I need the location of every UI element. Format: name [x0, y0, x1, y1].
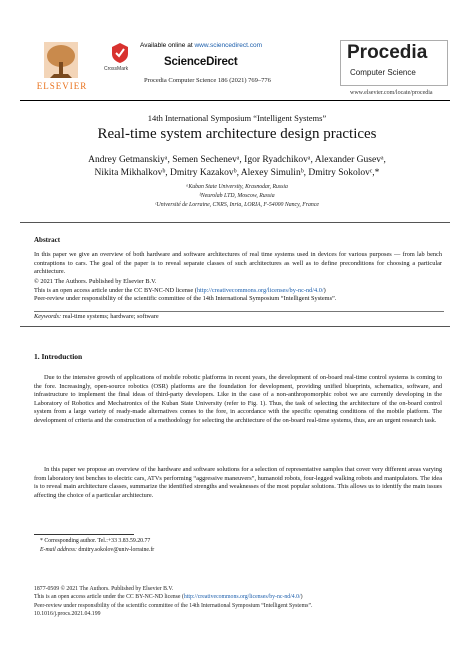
abstract-text: In this paper we give an overview of both hardware and software architectures of real time systems used in devices for various purposes — from lab bench contraptions to cars. The goal of the paper is to reveal separate classes of such architectures as well as to define preconditions for choosing a particular architecture. — [34, 251, 442, 276]
journal-subtitle: Computer Science — [350, 68, 416, 77]
issn-line: 1877-0509 © 2021 The Authors. Published by Elsevier B.V. — [34, 586, 174, 592]
keywords-divider-top — [34, 311, 444, 312]
email-address[interactable]: dmitry.sokolov@univ-lorraine.fr — [76, 547, 155, 553]
crossmark-label: CrossMark — [104, 66, 129, 72]
footer-license-link[interactable]: http://creativecommons.org/licenses/by-nc-nd/4.0/ — [183, 594, 301, 601]
affiliation-a: ᵃKuban State University, Krasnodar, Russia — [186, 184, 288, 190]
keywords-list: real-time systems; hardware; software — [61, 313, 159, 320]
footnote-divider — [34, 534, 134, 535]
article-footer — [34, 585, 444, 618]
footer-license-line — [34, 593, 444, 601]
journal-title: Procedia — [347, 42, 428, 63]
keywords — [34, 313, 159, 320]
license-suffix: ) — [323, 286, 326, 294]
email-label: E-mail address: — [40, 547, 77, 553]
available-online-text — [140, 42, 262, 49]
introduction-paragraph-2: In this paper we propose an overview of the hardware and software solutions for a selection of representative samples that cover very different areas varying from laboratory test benches to electric cars, ATVs performing “aggressive maneuvers”, humanoid robots, four-legged walking robots and manipulators. The idea is to reveal main architecture classes, summarize the identified strengths and weaknesses of the most popular solutions. This allows us to identify the main issues affecting the choice of a particular architecture. — [34, 466, 442, 499]
authors-line-2: Nikita Mikhalkovᵇ, Dmitry Kazakovᵇ, Alexey Simulinᵇ, Dmitry Sokolovᶜ,* — [94, 168, 380, 178]
license-prefix: This is an open access article under the CC BY-NC-ND license ( — [34, 286, 197, 294]
header-divider — [20, 100, 450, 101]
symposium-name: 14th International Symposium “Intelligent Systems” — [147, 113, 327, 123]
crossmark-icon[interactable] — [110, 42, 130, 64]
footer-license-suffix: ) — [300, 594, 303, 601]
keywords-label: Keywords: — [34, 313, 62, 320]
copyright-block — [34, 278, 444, 304]
journal-reference: Procedia Computer Science 186 (2021) 769–776 — [144, 77, 271, 84]
sciencedirect-link[interactable]: www.sciencedirect.com — [194, 42, 263, 49]
available-online-prefix: Available online at — [140, 42, 195, 49]
paper-title: Real-time system architecture design practices — [97, 126, 377, 142]
doi[interactable]: 10.1016/j.procs.2021.04.199 — [34, 610, 101, 617]
elsevier-tree-icon — [44, 42, 78, 78]
elsevier-wordmark: ELSEVIER — [36, 81, 88, 91]
section-heading-introduction: 1. Introduction — [34, 352, 83, 361]
authors-line-1: Andrey Getmanskiyᵃ, Semen Sechenevᵃ, Igor Ryadchikovᵃ, Alexander Gusevᵃ, — [88, 155, 386, 165]
license-link[interactable]: http://creativecommons.org/licenses/by-nc-nd/4.0/ — [196, 286, 324, 294]
copyright-line: © 2021 The Authors. Published by Elsevier B.V. — [34, 278, 157, 285]
footer-license-prefix: This is an open access article under the CC BY-NC-ND license ( — [34, 594, 184, 601]
corresponding-author-note: * Corresponding author. Tel.:+33 3.83.59.20.77 — [40, 538, 151, 544]
affiliation-divider — [20, 222, 450, 223]
peer-review-line: Peer-review under responsibility of the scientific committee of the 14th International Symposium “Intelligent Systems”. — [34, 295, 337, 303]
sciencedirect-wordmark: ScienceDirect — [164, 56, 238, 68]
elsevier-logo — [20, 40, 106, 92]
introduction-paragraph-1: Due to the intensive growth of applications of mobile robotic platforms in recent years, the development of on-board real-time control systems is coming to the fore. Increasingly, open-source robotics (OSR) platforms are the foundation for development, providing unified blueprints, schematics, software, and infrastructure to implement the final ideas of third-party developers. Like in the case of a non-anthropomorphic robot we are currently developing in the Laboratory of Robotics and Mechatronics of the Kuban State University (refer to Fig. 1). Thus, the task of selecting the architecture of the on-board control system from a large variety of ready-made alternatives comes to the fore, in accordance with the specific operating conditions of the mobile platform. The development of criteria and the construction of a methodology for selecting the architecture of the on-board real-time systems, thus, are an urgent research task. — [34, 374, 442, 424]
affiliation-c: ᶜUniversité de Lorraine, CNRS, Inria, LORIA, F-54000 Nancy, France — [155, 202, 319, 208]
license-line — [34, 287, 444, 296]
affiliation-b: ᵇNeurolab LTD, Moscow, Russia — [199, 193, 275, 199]
keywords-divider-bottom — [20, 326, 450, 327]
email-note — [40, 547, 154, 553]
footer-peer-review: Peer-review under responsibility of the scientific committee of the 14th International Symposium “Intelligent Systems”. — [34, 602, 313, 609]
abstract-heading: Abstract — [34, 236, 61, 244]
journal-url-link[interactable]: www.elsevier.com/locate/procedia — [350, 90, 433, 96]
